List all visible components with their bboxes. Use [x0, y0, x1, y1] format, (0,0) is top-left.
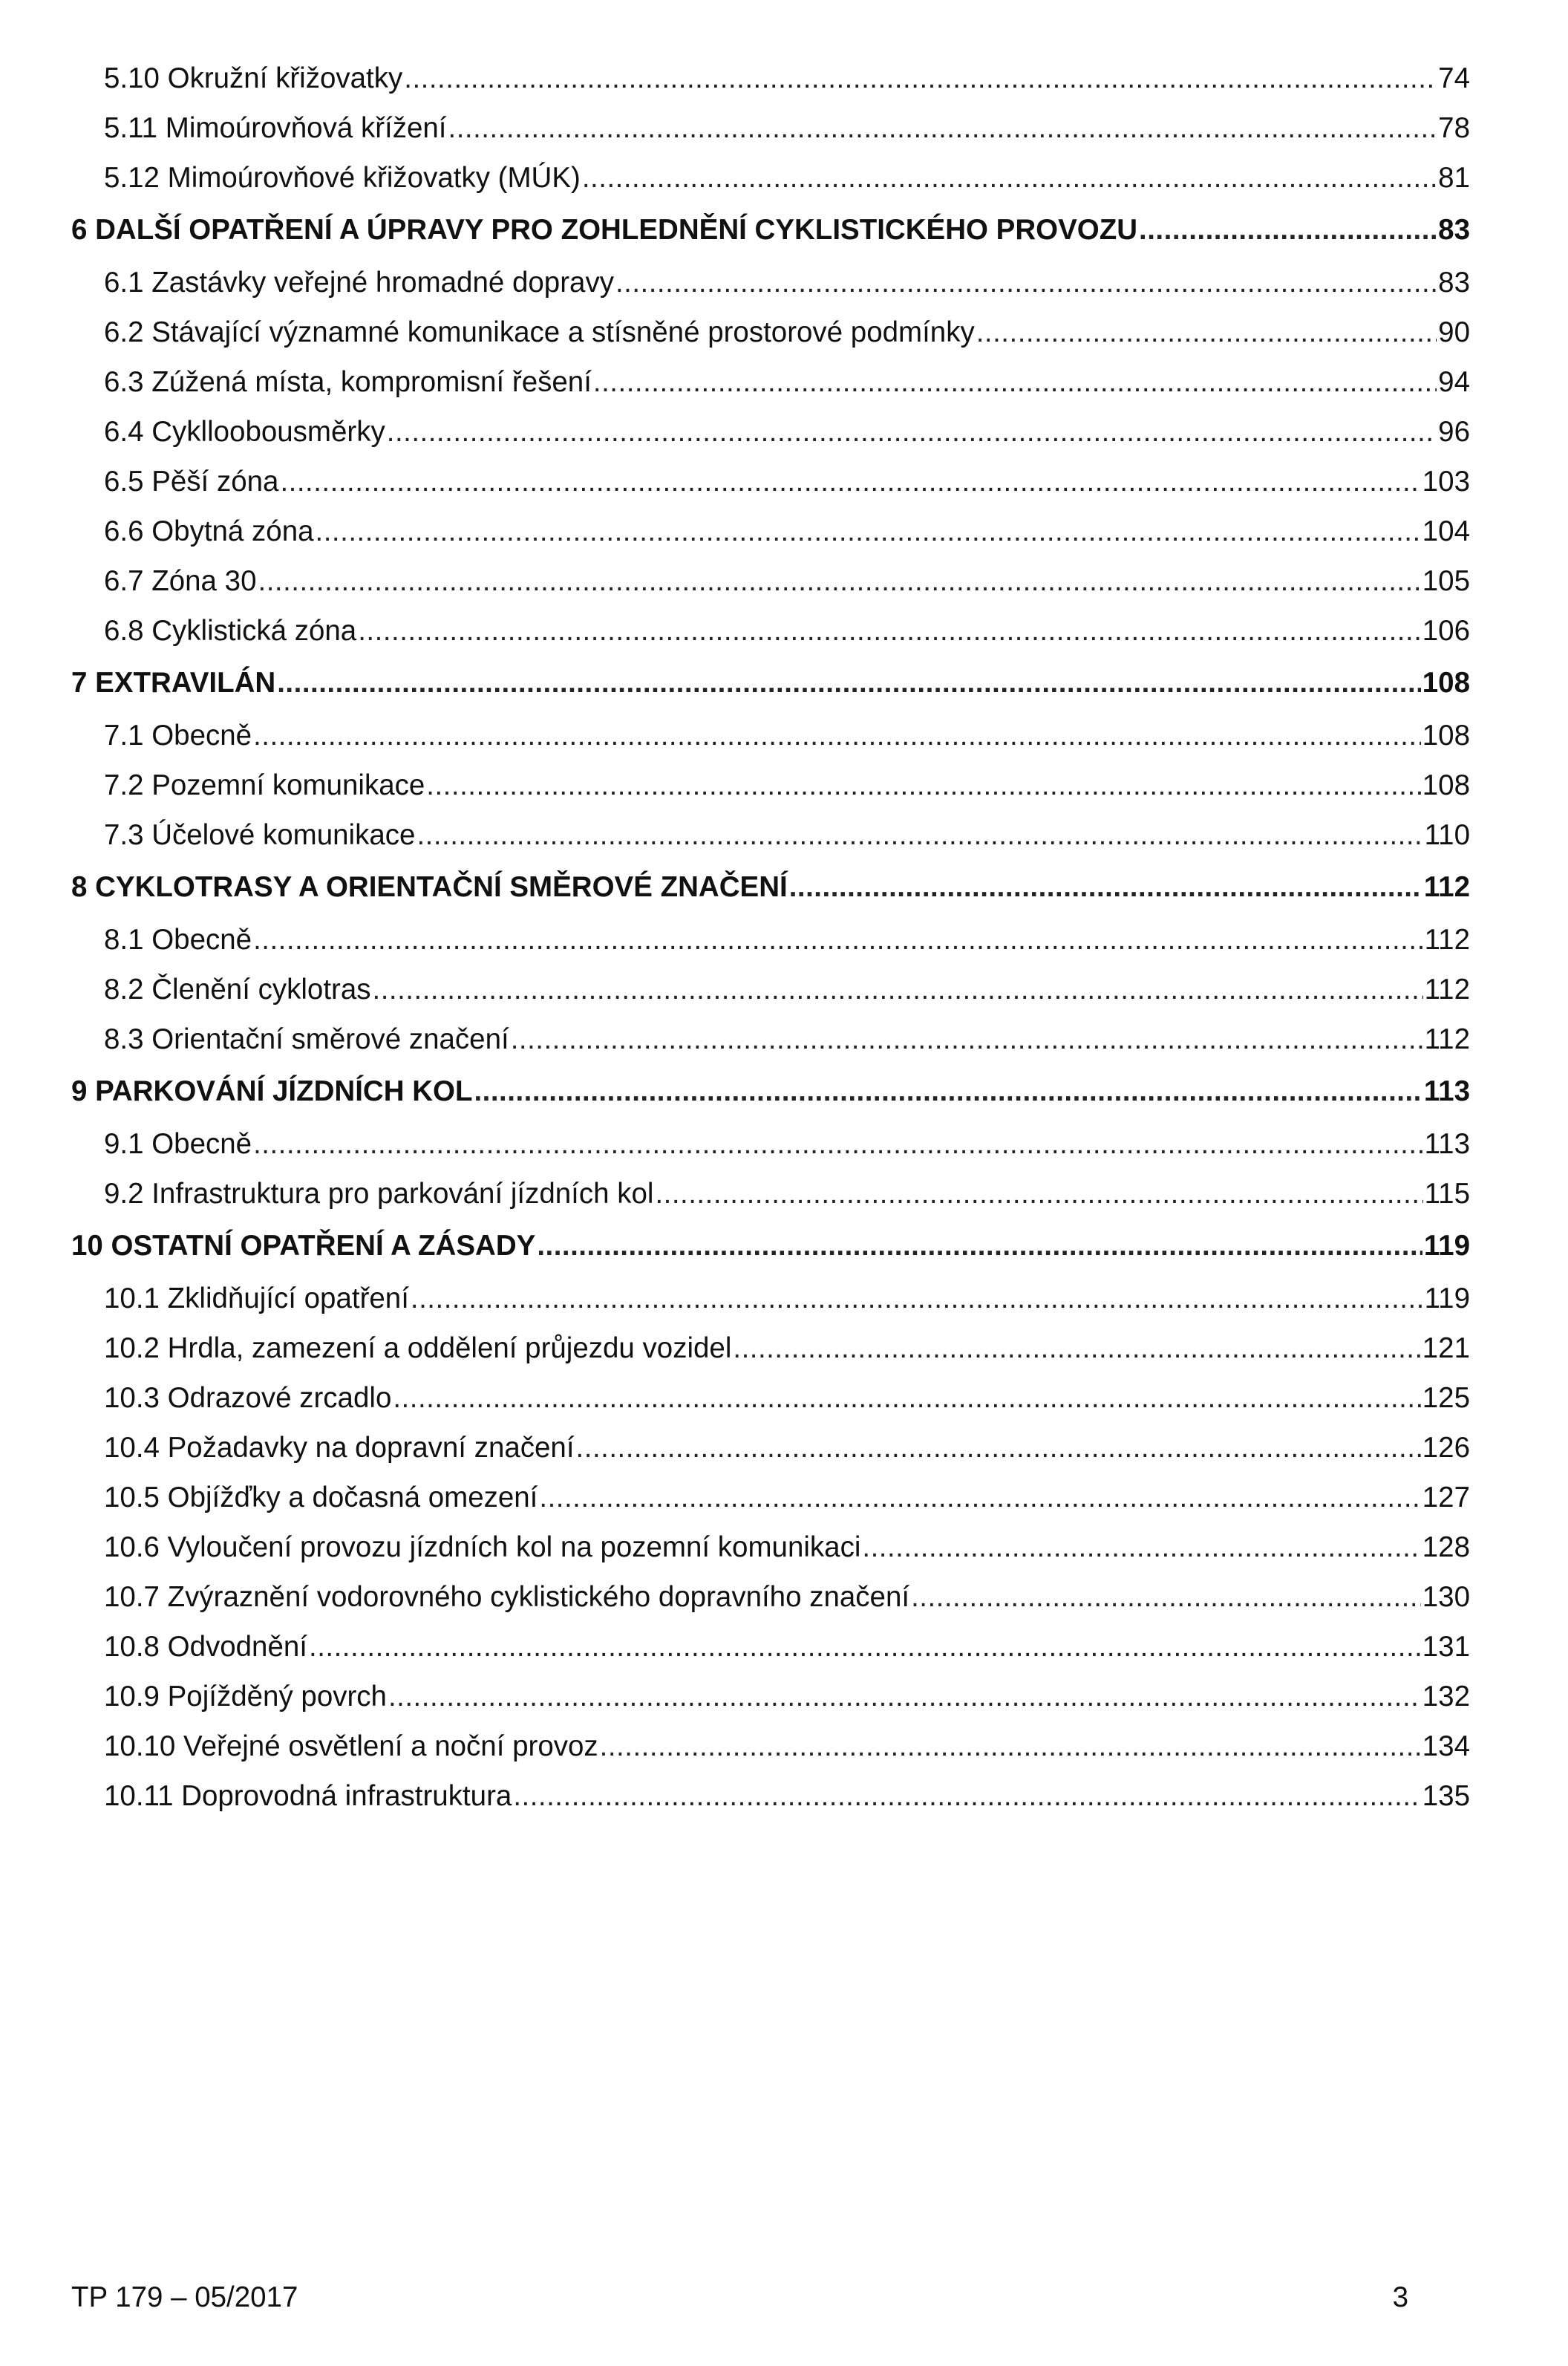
toc-entry-title: 10.11 Doprovodná infrastruktura [104, 1780, 512, 1812]
toc-entry-page: 130 [1422, 1581, 1470, 1613]
toc-entry-title: 6.1 Zastávky veřejné hromadné dopravy [104, 267, 614, 299]
toc-dot-leader [387, 407, 1437, 457]
toc-dot-leader [733, 1323, 1420, 1373]
toc-entry-title: 6.2 Stávající významné komunikace a stísněné prostorové podmínky [104, 316, 975, 348]
toc-entry-title: 6.5 Pěší zóna [104, 466, 279, 498]
toc-entry-title: 9 PARKOVÁNÍ JÍZDNÍCH KOL [71, 1075, 473, 1107]
table-of-contents [71, 53, 1470, 1821]
toc-section-entry[interactable] [71, 1721, 1470, 1771]
toc-dot-leader [393, 1373, 1420, 1423]
toc-entry-page: 132 [1422, 1681, 1470, 1712]
toc-dot-leader [615, 258, 1437, 307]
toc-section-entry[interactable] [71, 258, 1470, 307]
toc-dot-leader [448, 103, 1437, 153]
toc-section-entry[interactable] [71, 1672, 1470, 1721]
toc-section-entry[interactable] [71, 606, 1470, 656]
toc-entry-page: 119 [1423, 1230, 1470, 1262]
toc-section-entry[interactable] [71, 915, 1470, 965]
toc-chapter-entry[interactable] [71, 656, 1470, 711]
toc-dot-leader [537, 1219, 1422, 1274]
toc-dot-leader [358, 606, 1421, 656]
toc-section-entry[interactable] [71, 1274, 1470, 1323]
toc-section-entry[interactable] [71, 457, 1470, 506]
toc-entry-title: 9.1 Obecně [104, 1128, 252, 1160]
toc-entry-page: 105 [1422, 565, 1470, 597]
toc-section-entry[interactable] [71, 1119, 1470, 1169]
toc-entry-title: 10.8 Odvodnění [104, 1631, 307, 1663]
toc-entry-title: 7 EXTRAVILÁN [71, 667, 276, 699]
toc-section-entry[interactable] [71, 357, 1470, 407]
toc-section-entry[interactable] [71, 1572, 1470, 1622]
toc-dot-leader [258, 556, 1421, 606]
toc-entry-title: 10.1 Zklidňující opatření [104, 1283, 409, 1314]
toc-entry-title: 10.7 Zvýraznění vodorovného cyklistického dopravního značení [104, 1581, 910, 1613]
toc-entry-title: 5.12 Mimoúrovňové křižovatky (MÚK) [104, 162, 581, 194]
footer-document-id: TP 179 – 05/2017 [71, 2281, 298, 2313]
toc-entry-page: 78 [1438, 112, 1470, 144]
toc-entry-title: 10.3 Odrazové zrcadlo [104, 1382, 392, 1414]
toc-section-entry[interactable] [71, 1373, 1470, 1423]
toc-entry-page: 131 [1422, 1631, 1470, 1663]
toc-section-entry[interactable] [71, 1473, 1470, 1522]
toc-entry-page: 96 [1438, 416, 1470, 448]
toc-entry-page: 108 [1422, 667, 1470, 699]
toc-section-entry[interactable] [71, 965, 1470, 1014]
toc-chapter-entry[interactable] [71, 1219, 1470, 1274]
toc-section-entry[interactable] [71, 506, 1470, 556]
toc-entry-title: 10.5 Objížďky a dočasná omezení [104, 1482, 538, 1513]
toc-dot-leader [576, 1423, 1421, 1473]
toc-section-entry[interactable] [71, 1771, 1470, 1821]
toc-dot-leader [600, 1721, 1421, 1771]
toc-entry-page: 112 [1424, 974, 1470, 1006]
footer-page-number: 3 [1392, 2281, 1408, 2313]
toc-dot-leader [416, 810, 1422, 860]
toc-dot-leader [253, 1119, 1423, 1169]
toc-section-entry[interactable] [71, 556, 1470, 606]
toc-entry-page: 110 [1424, 819, 1470, 851]
toc-entry-title: 5.10 Okružní křižovatky [104, 62, 403, 94]
toc-section-entry[interactable] [71, 711, 1470, 760]
toc-section-entry[interactable] [71, 153, 1470, 203]
toc-entry-page: 113 [1423, 1075, 1470, 1107]
toc-entry-title: 8.1 Obecně [104, 924, 252, 956]
toc-section-entry[interactable] [71, 1323, 1470, 1373]
toc-entry-page: 112 [1424, 924, 1470, 956]
toc-dot-leader [309, 1622, 1421, 1672]
toc-dot-leader [474, 1064, 1422, 1119]
toc-entry-page: 115 [1424, 1178, 1470, 1210]
toc-dot-leader [280, 457, 1420, 506]
toc-entry-page: 128 [1422, 1531, 1470, 1563]
toc-dot-leader [862, 1522, 1420, 1572]
toc-entry-title: 6.3 Zúžená místa, kompromisní řešení [104, 366, 592, 398]
toc-entry-title: 10.9 Pojížděný povrch [104, 1681, 387, 1712]
toc-dot-leader [253, 711, 1421, 760]
toc-entry-page: 135 [1422, 1780, 1470, 1812]
toc-entry-page: 112 [1424, 1023, 1470, 1055]
toc-entry-page: 106 [1422, 615, 1470, 647]
toc-entry-page: 127 [1422, 1482, 1470, 1513]
toc-section-entry[interactable] [71, 1169, 1470, 1219]
toc-entry-title: 8.3 Orientační směrové značení [104, 1023, 509, 1055]
toc-entry-title: 5.11 Mimoúrovňová křížení [104, 112, 447, 144]
toc-dot-leader [789, 860, 1422, 915]
toc-entry-title: 6.7 Zóna 30 [104, 565, 257, 597]
toc-entry-title: 10.2 Hrdla, zamezení a oddělení průjezdu vozidel [104, 1332, 732, 1364]
toc-section-entry[interactable] [71, 103, 1470, 153]
toc-entry-page: 113 [1424, 1128, 1470, 1160]
toc-entry-page: 125 [1422, 1382, 1470, 1414]
toc-entry-page: 108 [1422, 720, 1470, 752]
toc-section-entry[interactable] [71, 810, 1470, 860]
toc-entry-title: 9.2 Infrastruktura pro parkování jízdních kol [104, 1178, 654, 1210]
toc-section-entry[interactable] [71, 1622, 1470, 1672]
toc-dot-leader [911, 1572, 1421, 1622]
toc-dot-leader [316, 506, 1421, 556]
toc-entry-page: 121 [1422, 1332, 1470, 1364]
toc-entry-page: 103 [1422, 466, 1470, 498]
toc-section-entry[interactable] [71, 1522, 1470, 1572]
toc-dot-leader [277, 656, 1421, 711]
toc-entry-title: 6 DALŠÍ OPATŘENÍ A ÚPRAVY PRO ZOHLEDNĚNÍ CYKLISTICKÉHO PROVOZU [71, 214, 1138, 246]
toc-entry-page: 112 [1423, 871, 1470, 903]
toc-section-entry[interactable] [71, 307, 1470, 357]
toc-dot-leader [513, 1771, 1420, 1821]
toc-dot-leader [539, 1473, 1420, 1522]
toc-section-entry[interactable] [71, 53, 1470, 103]
toc-entry-page: 90 [1438, 316, 1470, 348]
toc-dot-leader [404, 53, 1437, 103]
toc-entry-title: 7.1 Obecně [104, 720, 252, 752]
toc-entry-title: 6.6 Obytná zóna [104, 515, 314, 547]
toc-dot-leader [373, 965, 1423, 1014]
toc-entry-title: 10 OSTATNÍ OPATŘENÍ A ZÁSADY [71, 1230, 536, 1262]
toc-chapter-entry[interactable] [71, 203, 1470, 258]
toc-entry-title: 6.8 Cyklistická zóna [104, 615, 357, 647]
toc-dot-leader [655, 1169, 1422, 1219]
toc-entry-page: 126 [1422, 1432, 1470, 1464]
toc-dot-leader [426, 760, 1420, 810]
toc-entry-page: 104 [1422, 515, 1470, 547]
toc-dot-leader [582, 153, 1437, 203]
page-footer [71, 2281, 1408, 2318]
toc-dot-leader [253, 915, 1423, 965]
toc-entry-page: 74 [1438, 62, 1470, 94]
toc-section-entry[interactable] [71, 1423, 1470, 1473]
toc-entry-page: 134 [1422, 1730, 1470, 1762]
toc-entry-title: 10.4 Požadavky na dopravní značení [104, 1432, 575, 1464]
toc-dot-leader [1139, 203, 1437, 258]
toc-entry-title: 7.2 Pozemní komunikace [104, 769, 425, 801]
toc-entry-page: 119 [1424, 1283, 1470, 1314]
toc-entry-title: 10.10 Veřejné osvětlení a noční provoz [104, 1730, 598, 1762]
toc-entry-title: 6.4 Cyklloobousměrky [104, 416, 385, 448]
toc-section-entry[interactable] [71, 1014, 1470, 1064]
toc-entry-page: 81 [1438, 162, 1470, 194]
toc-entry-title: 10.6 Vyloučení provozu jízdních kol na pozemní komunikaci [104, 1531, 861, 1563]
toc-entry-title: 8 CYKLOTRASY A ORIENTAČNÍ SMĚROVÉ ZNAČENÍ [71, 871, 788, 903]
toc-entry-title: 7.3 Účelové komunikace [104, 819, 416, 851]
toc-dot-leader [511, 1014, 1423, 1064]
toc-entry-title: 8.2 Členění cyklotras [104, 974, 371, 1006]
toc-chapter-entry[interactable] [71, 860, 1470, 915]
toc-section-entry[interactable] [71, 407, 1470, 457]
toc-dot-leader [976, 307, 1437, 357]
toc-chapter-entry[interactable] [71, 1064, 1470, 1119]
toc-section-entry[interactable] [71, 760, 1470, 810]
toc-entry-page: 108 [1422, 769, 1470, 801]
toc-dot-leader [411, 1274, 1423, 1323]
toc-dot-leader [388, 1672, 1421, 1721]
toc-dot-leader [593, 357, 1437, 407]
toc-entry-page: 94 [1438, 366, 1470, 398]
toc-entry-page: 83 [1438, 267, 1470, 299]
toc-entry-page: 83 [1438, 214, 1470, 246]
